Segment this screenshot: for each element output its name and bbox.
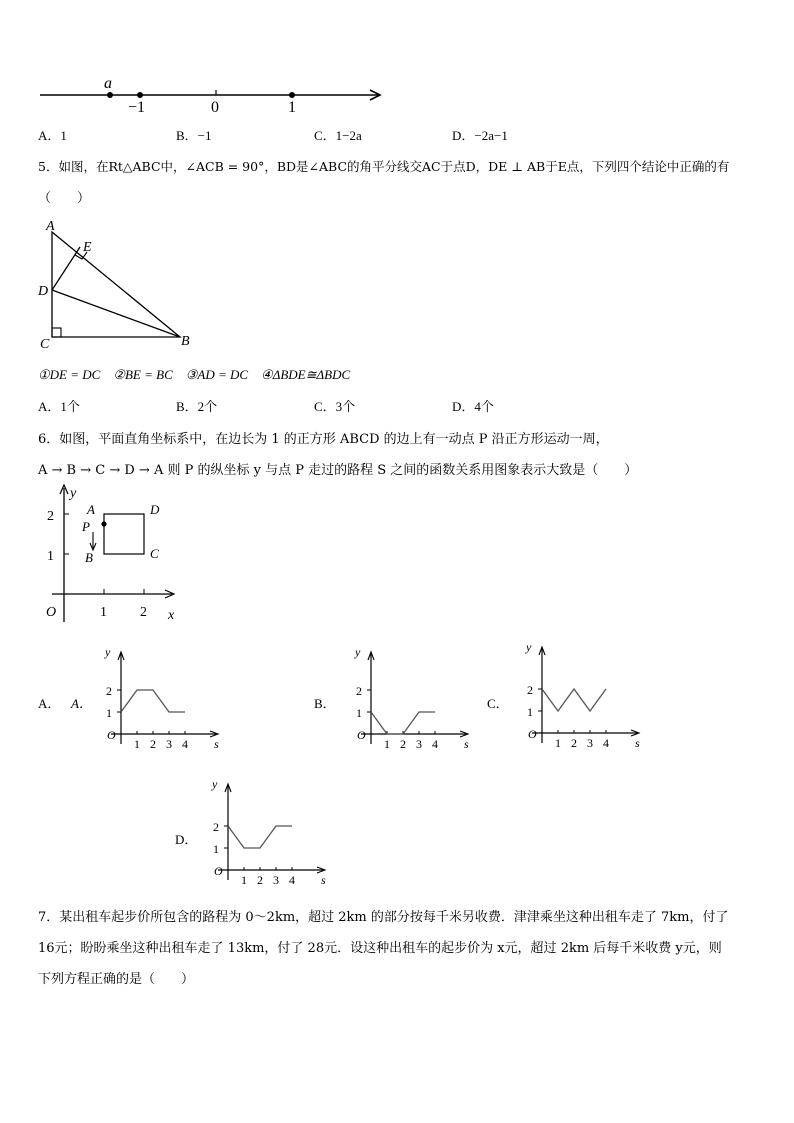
graph-x-tick-label: 3	[273, 873, 279, 887]
q6-graph-a[interactable]	[100, 646, 222, 756]
vertex-c: C	[40, 337, 50, 352]
q6-y-tick-2: 2	[47, 509, 54, 524]
q4-option-d[interactable]: D．−2a−1	[452, 128, 508, 143]
graph-x-tick-label: 4	[603, 736, 609, 750]
graph-curve	[228, 826, 292, 848]
graph-s-label: s	[635, 736, 640, 750]
q6-vertex-c: C	[150, 546, 159, 561]
graph-y-tick-label-1: 1	[106, 706, 112, 720]
graph-curve	[371, 712, 435, 734]
q5-conclusions: ①DE = DC ②BE = BC ③AD = DC ④ΔBDE≅ΔBDC	[38, 367, 351, 382]
graph-s-label: s	[464, 737, 469, 751]
q4-option-a[interactable]: A．1	[38, 128, 67, 143]
graph-y-label: y	[105, 645, 111, 659]
graph-y-tick-label-2: 2	[356, 684, 362, 698]
q6-vertex-d: D	[150, 502, 160, 517]
graph-x-tick-label: 4	[182, 737, 188, 751]
graph-origin-label: O	[214, 864, 223, 878]
graph-x-tick-label: 3	[587, 736, 593, 750]
graph-y-label: y	[212, 777, 218, 791]
q6-graph-d[interactable]	[207, 778, 347, 892]
vertex-b: B	[181, 334, 190, 349]
tick-label-1: 1	[288, 99, 296, 116]
q6-label-x: x	[168, 608, 175, 623]
q5-answer-paren: （ ）	[38, 191, 91, 206]
graph-x-tick-label: 4	[289, 873, 295, 887]
graph-s-label: s	[321, 873, 326, 887]
q5-option-a[interactable]: A．1个	[38, 399, 80, 414]
q6-stem-line-2: A → B → C → D → A 则 P 的纵坐标 y 与点 P 走过的路程 S 之间的函数关系用图象表示大致是（ ）	[38, 463, 638, 478]
graph-y-tick-label-1: 1	[356, 706, 362, 720]
vertex-e: E	[83, 240, 92, 255]
graph-x-tick-label: 3	[166, 737, 172, 751]
graph-y-tick-label-2: 2	[213, 820, 219, 834]
q6-option-a-extra: A．	[71, 696, 92, 711]
q6-option-a-label[interactable]: A．	[38, 696, 61, 711]
graph-y-label: y	[355, 645, 361, 659]
graph-s-label: s	[214, 737, 219, 751]
vertex-d: D	[38, 284, 49, 299]
q7-line-3: 下列方程正确的是（ ）	[38, 972, 195, 987]
graph-y-tick-label-2: 2	[527, 683, 533, 697]
vertex-a: A	[46, 219, 55, 234]
q5-stem: 5．如图，在Rt△ABC中，∠ACB = 90°，BD是∠ABC的角平分线交AC于点D，DE ⊥ AB于E点，下列四个结论中正确的有	[38, 159, 730, 174]
q6-graph-b[interactable]	[350, 646, 472, 756]
graph-x-tick-label: 1	[241, 873, 247, 887]
graph-origin-label: O	[107, 728, 116, 742]
q6-x-tick-2: 2	[140, 605, 147, 620]
q4-option-c[interactable]: C．1−2a	[314, 128, 362, 143]
q6-y-tick-1: 1	[47, 549, 54, 564]
graph-y-label: y	[526, 640, 532, 654]
q5-option-b[interactable]: B．2个	[176, 399, 218, 414]
square-abcd	[104, 514, 144, 554]
graph-x-tick-label: 2	[400, 737, 406, 751]
q6-label-o: O	[46, 605, 57, 620]
graph-x-tick-label: 1	[384, 737, 390, 751]
graph-y-tick-label-1: 1	[527, 705, 533, 719]
q6-vertex-b: B	[85, 550, 93, 565]
q6-label-p: P	[82, 519, 90, 534]
graph-x-tick-label: 1	[134, 737, 140, 751]
graph-x-tick-label: 2	[571, 736, 577, 750]
point-p	[101, 521, 106, 526]
graph-origin-label: O	[528, 727, 537, 741]
graph-x-tick-label: 1	[555, 736, 561, 750]
q7-line-2: 16元；盼盼乘坐这种出租车走了 13km，付了 28元．设这种出租车的起步价为 x元，超过 2km 后每千米收费 y元，则	[38, 941, 722, 956]
graph-x-tick-label: 2	[257, 873, 263, 887]
q6-option-b-label[interactable]: B．	[314, 696, 336, 711]
q6-x-tick-1: 1	[100, 605, 107, 620]
graph-y-tick-label-1: 1	[213, 842, 219, 856]
graph-x-tick-label: 2	[150, 737, 156, 751]
tick-label-minus-1: −1	[128, 99, 146, 116]
q6-graph-c[interactable]	[521, 641, 643, 755]
tick-label-0: 0	[211, 99, 219, 116]
q5-option-d[interactable]: D．4个	[452, 399, 494, 414]
q4-option-b[interactable]: B．−1	[176, 128, 212, 143]
graph-x-tick-label: 3	[416, 737, 422, 751]
q6-label-y: y	[70, 486, 77, 501]
graph-y-tick-label-2: 2	[106, 684, 112, 698]
graph-curve	[542, 689, 606, 711]
label-a: a	[104, 75, 112, 92]
q6-option-d-label[interactable]: D．	[175, 832, 198, 847]
q6-stem-line-1: 6．如图，平面直角坐标系中，在边长为 1 的正方形 ABCD 的边上有一动点 P 沿正方形运动一周，	[38, 432, 609, 447]
q5-option-c[interactable]: C．3个	[314, 399, 356, 414]
q7-line-1: 7．某出租车起步价所包含的路程为 0～2km，超过 2km 的部分按每千米另收费．津津乘坐这种出租车走了 7km，付了	[38, 910, 729, 925]
graph-origin-label: O	[357, 728, 366, 742]
q6-option-c-label[interactable]: C．	[487, 696, 509, 711]
graph-curve	[121, 690, 185, 712]
graph-x-tick-label: 4	[432, 737, 438, 751]
q6-vertex-a: A	[87, 502, 95, 517]
